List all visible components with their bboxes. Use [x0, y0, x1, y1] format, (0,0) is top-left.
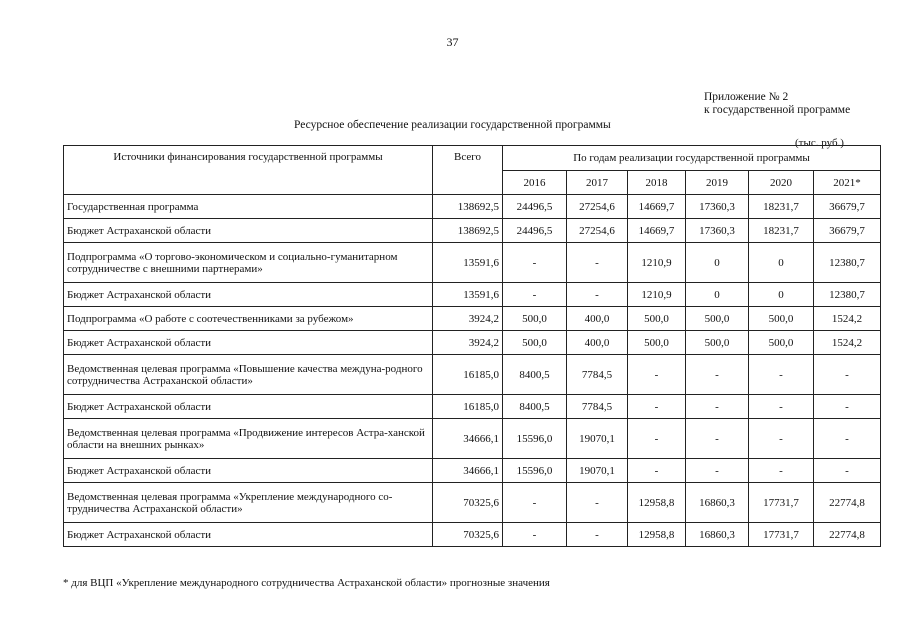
table-header-row: [64, 146, 881, 171]
row-name: Бюджет Астраханской области: [64, 395, 433, 419]
row-name: Подпрограмма «О работе с соотечественниками за рубежом»: [64, 307, 433, 331]
row-value: 17731,7: [749, 483, 814, 523]
table-row: [64, 307, 881, 331]
row-total: 16185,0: [433, 395, 503, 419]
row-name: Бюджет Астраханской области: [64, 459, 433, 483]
row-value: 24496,5: [503, 219, 567, 243]
row-value: -: [749, 459, 814, 483]
table-row: [64, 523, 881, 547]
header-year: 2019: [686, 171, 749, 195]
row-value: 500,0: [749, 331, 814, 355]
row-value: -: [814, 395, 881, 419]
table-row: [64, 419, 881, 459]
row-total: 13591,6: [433, 243, 503, 283]
row-value: 7784,5: [567, 355, 628, 395]
header-sources: Источники финансирования государственной программы: [64, 146, 433, 195]
row-value: 14669,7: [628, 195, 686, 219]
row-total: 138692,5: [433, 195, 503, 219]
resource-table: [63, 145, 881, 547]
row-total: 16185,0: [433, 355, 503, 395]
header-year: 2021*: [814, 171, 881, 195]
row-value: 400,0: [567, 307, 628, 331]
row-value: 19070,1: [567, 419, 628, 459]
row-name: Ведомственная целевая программа «Продвижение интересов Астра-ханской области на внешних рынках»: [64, 419, 433, 459]
row-name: Ведомственная целевая программа «Укрепление международного со-трудничества Астраханской области»: [64, 483, 433, 523]
row-value: -: [814, 419, 881, 459]
page-number: 37: [446, 35, 459, 49]
row-value: -: [628, 355, 686, 395]
header-year: 2016: [503, 171, 567, 195]
table-row: [64, 483, 881, 523]
row-value: 22774,8: [814, 523, 881, 547]
row-total: 70325,6: [433, 523, 503, 547]
table-row: [64, 283, 881, 307]
row-value: -: [503, 523, 567, 547]
row-value: 0: [686, 283, 749, 307]
row-value: 500,0: [503, 331, 567, 355]
row-value: 500,0: [503, 307, 567, 331]
row-name: Подпрограмма «О торгово-экономическом и социально-гуманитарном сотрудничестве с внешними партнерами»: [64, 243, 433, 283]
row-value: 500,0: [628, 307, 686, 331]
row-total: 138692,5: [433, 219, 503, 243]
header-by-years: По годам реализации государственной программы: [503, 146, 881, 171]
row-value: -: [749, 419, 814, 459]
row-value: 24496,5: [503, 195, 567, 219]
row-value: 7784,5: [567, 395, 628, 419]
row-total: 3924,2: [433, 307, 503, 331]
row-value: 0: [749, 283, 814, 307]
row-value: 19070,1: [567, 459, 628, 483]
row-total: 34666,1: [433, 419, 503, 459]
row-value: 1210,9: [628, 283, 686, 307]
row-value: 12958,8: [628, 483, 686, 523]
row-value: -: [686, 459, 749, 483]
row-value: 1210,9: [628, 243, 686, 283]
row-value: -: [567, 523, 628, 547]
table-row: [64, 219, 881, 243]
row-total: 3924,2: [433, 331, 503, 355]
appendix-line-2: к государственной программе: [704, 104, 851, 116]
header-total: Всего: [433, 146, 503, 195]
appendix-line-1: Приложение № 2: [704, 91, 789, 103]
row-value: 15596,0: [503, 419, 567, 459]
table-row: [64, 395, 881, 419]
table-row: [64, 243, 881, 283]
row-value: 1524,2: [814, 307, 881, 331]
row-value: 17731,7: [749, 523, 814, 547]
row-value: -: [628, 459, 686, 483]
row-name: Бюджет Астраханской области: [64, 283, 433, 307]
row-value: 18231,7: [749, 195, 814, 219]
row-value: 8400,5: [503, 355, 567, 395]
row-value: -: [567, 243, 628, 283]
row-name: Бюджет Астраханской области: [64, 523, 433, 547]
row-value: 500,0: [628, 331, 686, 355]
document-title: Ресурсное обеспечение реализации государственной программы: [294, 119, 611, 131]
row-value: 27254,6: [567, 195, 628, 219]
table-row: [64, 331, 881, 355]
row-value: -: [628, 419, 686, 459]
row-name: Ведомственная целевая программа «Повышение качества междуна-родного сотрудничества Астраханской области»: [64, 355, 433, 395]
row-value: -: [503, 283, 567, 307]
row-value: -: [503, 483, 567, 523]
header-year: 2018: [628, 171, 686, 195]
table-row: [64, 195, 881, 219]
table-row: [64, 459, 881, 483]
header-year: 2017: [567, 171, 628, 195]
row-value: 12380,7: [814, 243, 881, 283]
row-value: -: [503, 243, 567, 283]
row-value: 400,0: [567, 331, 628, 355]
row-value: 1524,2: [814, 331, 881, 355]
row-name: Бюджет Астраханской области: [64, 331, 433, 355]
row-value: -: [686, 419, 749, 459]
appendix-note: [704, 91, 850, 117]
row-value: -: [749, 355, 814, 395]
row-value: 22774,8: [814, 483, 881, 523]
row-value: 16860,3: [686, 483, 749, 523]
row-value: 14669,7: [628, 219, 686, 243]
row-value: 8400,5: [503, 395, 567, 419]
row-value: 16860,3: [686, 523, 749, 547]
units-label: (тыс. руб.): [795, 137, 844, 149]
row-value: -: [686, 355, 749, 395]
row-value: 27254,6: [567, 219, 628, 243]
row-value: 36679,7: [814, 219, 881, 243]
table-row: [64, 355, 881, 395]
row-value: 12958,8: [628, 523, 686, 547]
row-total: 70325,6: [433, 483, 503, 523]
row-total: 13591,6: [433, 283, 503, 307]
row-value: -: [567, 283, 628, 307]
row-value: 17360,3: [686, 195, 749, 219]
footnote: * для ВЦП «Укрепление международного сотрудничества Астраханской области» прогнозные значения: [63, 577, 550, 589]
row-value: 0: [749, 243, 814, 283]
row-value: 500,0: [686, 331, 749, 355]
row-value: 15596,0: [503, 459, 567, 483]
row-value: 17360,3: [686, 219, 749, 243]
row-value: 0: [686, 243, 749, 283]
row-value: -: [814, 355, 881, 395]
row-value: -: [628, 395, 686, 419]
row-value: 12380,7: [814, 283, 881, 307]
row-value: 18231,7: [749, 219, 814, 243]
row-value: 500,0: [686, 307, 749, 331]
row-value: -: [567, 483, 628, 523]
row-name: Государственная программа: [64, 195, 433, 219]
row-value: -: [749, 395, 814, 419]
row-value: 36679,7: [814, 195, 881, 219]
header-year: 2020: [749, 171, 814, 195]
row-name: Бюджет Астраханской области: [64, 219, 433, 243]
row-value: 500,0: [749, 307, 814, 331]
row-total: 34666,1: [433, 459, 503, 483]
row-value: -: [814, 459, 881, 483]
row-value: -: [686, 395, 749, 419]
